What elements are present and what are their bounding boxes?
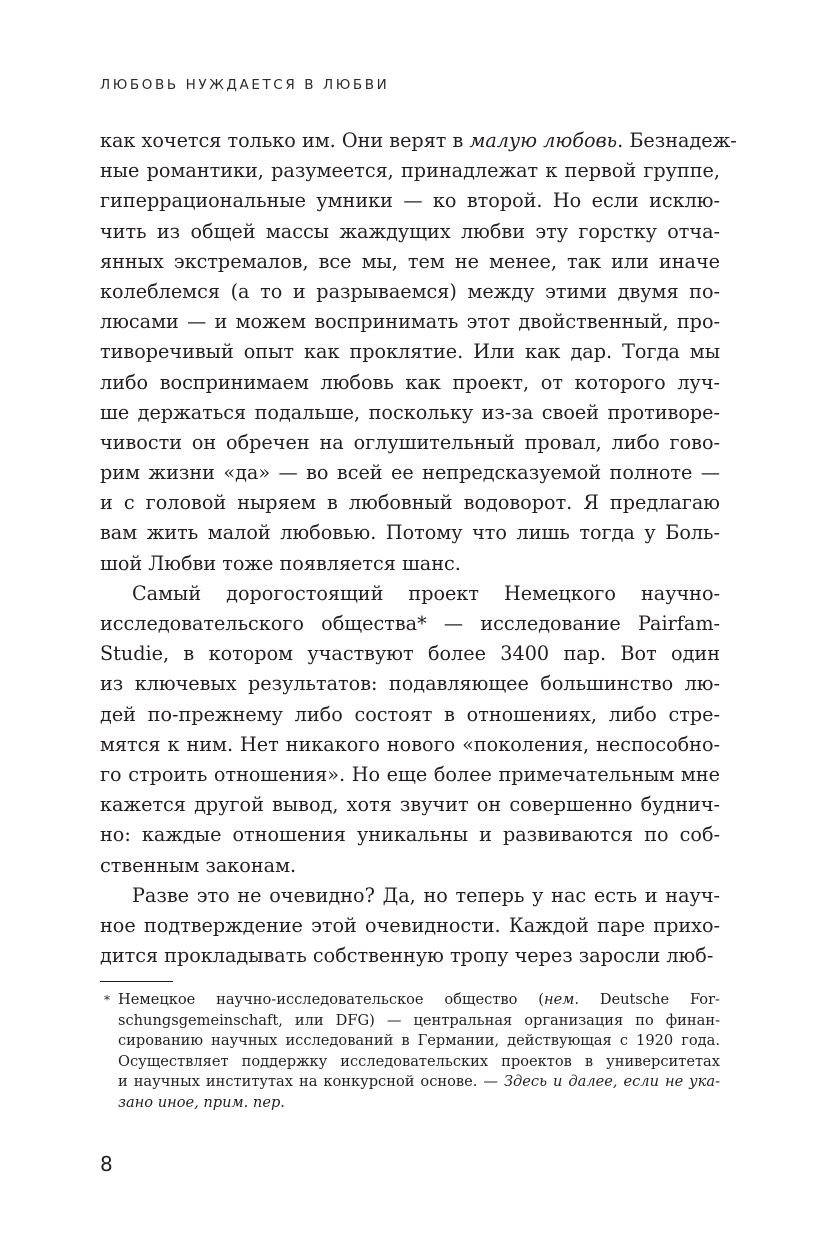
footnote-line	[118, 1072, 720, 1093]
text-segment: ше держаться подальше, поскольку из-за своей противоре-	[100, 400, 720, 424]
body-text	[100, 126, 737, 971]
text-line	[100, 337, 720, 367]
text-line	[100, 851, 720, 881]
text-segment: как хочется только им. Они верят в	[100, 129, 470, 152]
text-segment: мятся к ним. Нет никакого нового «поколения, неспособно-	[100, 732, 720, 756]
footnote-line	[118, 1093, 720, 1114]
text-segment: шой Любви тоже появляется шанс.	[100, 551, 461, 575]
text-line	[100, 760, 720, 790]
italic-text: нем	[543, 991, 575, 1008]
text-line	[100, 307, 720, 337]
text-line	[100, 126, 737, 156]
text-line	[100, 518, 720, 548]
paragraph	[100, 579, 720, 881]
text-line	[100, 488, 720, 518]
text-segment: Осуществляет поддержку исследовательских проектов в университетах	[118, 1052, 720, 1070]
paragraph	[100, 126, 737, 579]
text-segment: . Безнадеж-	[617, 129, 737, 152]
footnote-marker: *	[104, 993, 110, 1007]
text-segment: schungsgemeinschaft, или DFG) — центральная организация по финан-	[118, 1011, 720, 1029]
text-segment: янных экстремалов, все мы, тем не менее, так или иначе	[100, 249, 720, 273]
footnote-divider	[100, 981, 173, 982]
text-line	[100, 911, 720, 941]
text-segment: тиворечивый опыт как проклятие. Или как дар. Тогда мы	[100, 340, 720, 364]
text-segment: го строить отношения». Но еще более примечательным мне	[100, 762, 720, 786]
text-segment: чивости он обречен на оглушительный провал, либо гово-	[100, 430, 720, 454]
text-line	[100, 398, 720, 428]
text-line	[100, 428, 720, 458]
text-segment: либо воспринимаем любовь как проект, от которого луч-	[100, 370, 720, 394]
running-head: ЛЮБОВЬ НУЖДАЕТСЯ В ЛЮБВИ	[100, 77, 390, 93]
text-line	[100, 186, 720, 216]
text-segment: сированию научных исследований в Германии, действующая с 1920 года.	[118, 1032, 720, 1050]
text-line	[100, 820, 720, 850]
text-segment: из ключевых результатов: подавляющее большинство лю-	[100, 672, 720, 696]
footnote-line	[118, 1052, 720, 1073]
text-line	[100, 247, 720, 277]
page-number: 8	[100, 1152, 113, 1176]
footnote-line	[118, 1031, 720, 1052]
footnote-line	[118, 1011, 720, 1032]
text-segment: ное подтверждение этой очевидности. Каждой паре прихо-	[100, 913, 720, 937]
text-segment: Самый дорогостоящий проект Немецкого научно-	[132, 581, 720, 605]
text-segment: но: каждые отношения уникальны и развиваются по соб-	[100, 823, 720, 847]
italic-text: Здесь и далее, если не ука-	[503, 1073, 720, 1091]
text-segment: Studie, в котором участвуют более 3400 пар. Вот один	[100, 642, 720, 666]
text-segment: Разве это не очевидно? Да, но теперь у нас есть и науч-	[132, 883, 720, 907]
text-segment: . Deutsche For-	[574, 991, 720, 1008]
text-segment: чить из общей массы жаждущих любви эту горстку отча-	[100, 219, 720, 243]
text-line	[100, 458, 720, 488]
text-line	[100, 579, 720, 609]
text-line	[100, 156, 720, 186]
text-line	[100, 669, 720, 699]
text-line	[100, 217, 720, 247]
text-segment: ственным законам.	[100, 853, 297, 877]
text-line	[100, 609, 720, 639]
text-segment: и с головой ныряем в любовный водоворот. Я предлагаю	[100, 491, 720, 515]
text-line	[100, 881, 720, 911]
text-line	[100, 277, 720, 307]
footnote	[104, 990, 720, 1114]
text-segment: гиперрациональные умники — ко второй. Но если исклю-	[100, 189, 720, 213]
italic-text: малую любовь	[469, 129, 618, 152]
text-line	[100, 730, 720, 760]
text-line	[100, 941, 720, 971]
text-line	[100, 790, 720, 820]
text-segment: исследовательского общества* — исследование Pairfam-	[100, 612, 720, 635]
text-line	[100, 700, 720, 730]
text-line	[100, 639, 720, 669]
text-segment: ные романтики, разумеется, принадлежат к первой группе,	[100, 159, 720, 183]
text-line	[100, 368, 720, 398]
italic-text: зано иное, прим. пер.	[118, 1093, 285, 1111]
text-segment: дей по-прежнему либо состоят в отношениях, либо стре-	[100, 702, 720, 726]
text-segment: дится прокладывать собственную тропу через заросли люб-	[100, 944, 714, 968]
paragraph	[100, 881, 720, 972]
text-segment: люсами — и можем воспринимать этот двойственный, про-	[100, 310, 720, 334]
text-segment: колеблемся (а то и разрываемся) между этими двумя по-	[100, 279, 720, 303]
text-segment: кажется другой вывод, хотя звучит он совершенно буднич-	[100, 793, 720, 817]
text-line	[100, 549, 720, 579]
text-segment: Немецкое научно-исследовательское общество (	[118, 991, 544, 1008]
text-segment: и научных институтах на конкурсной основе. —	[118, 1073, 504, 1091]
text-segment: рим жизни «да» — во всей ее непредсказуемой полноте —	[100, 461, 720, 485]
text-segment: вам жить малой любовью. Потому что лишь тогда у Боль-	[100, 521, 720, 545]
footnote-line	[118, 990, 720, 1011]
